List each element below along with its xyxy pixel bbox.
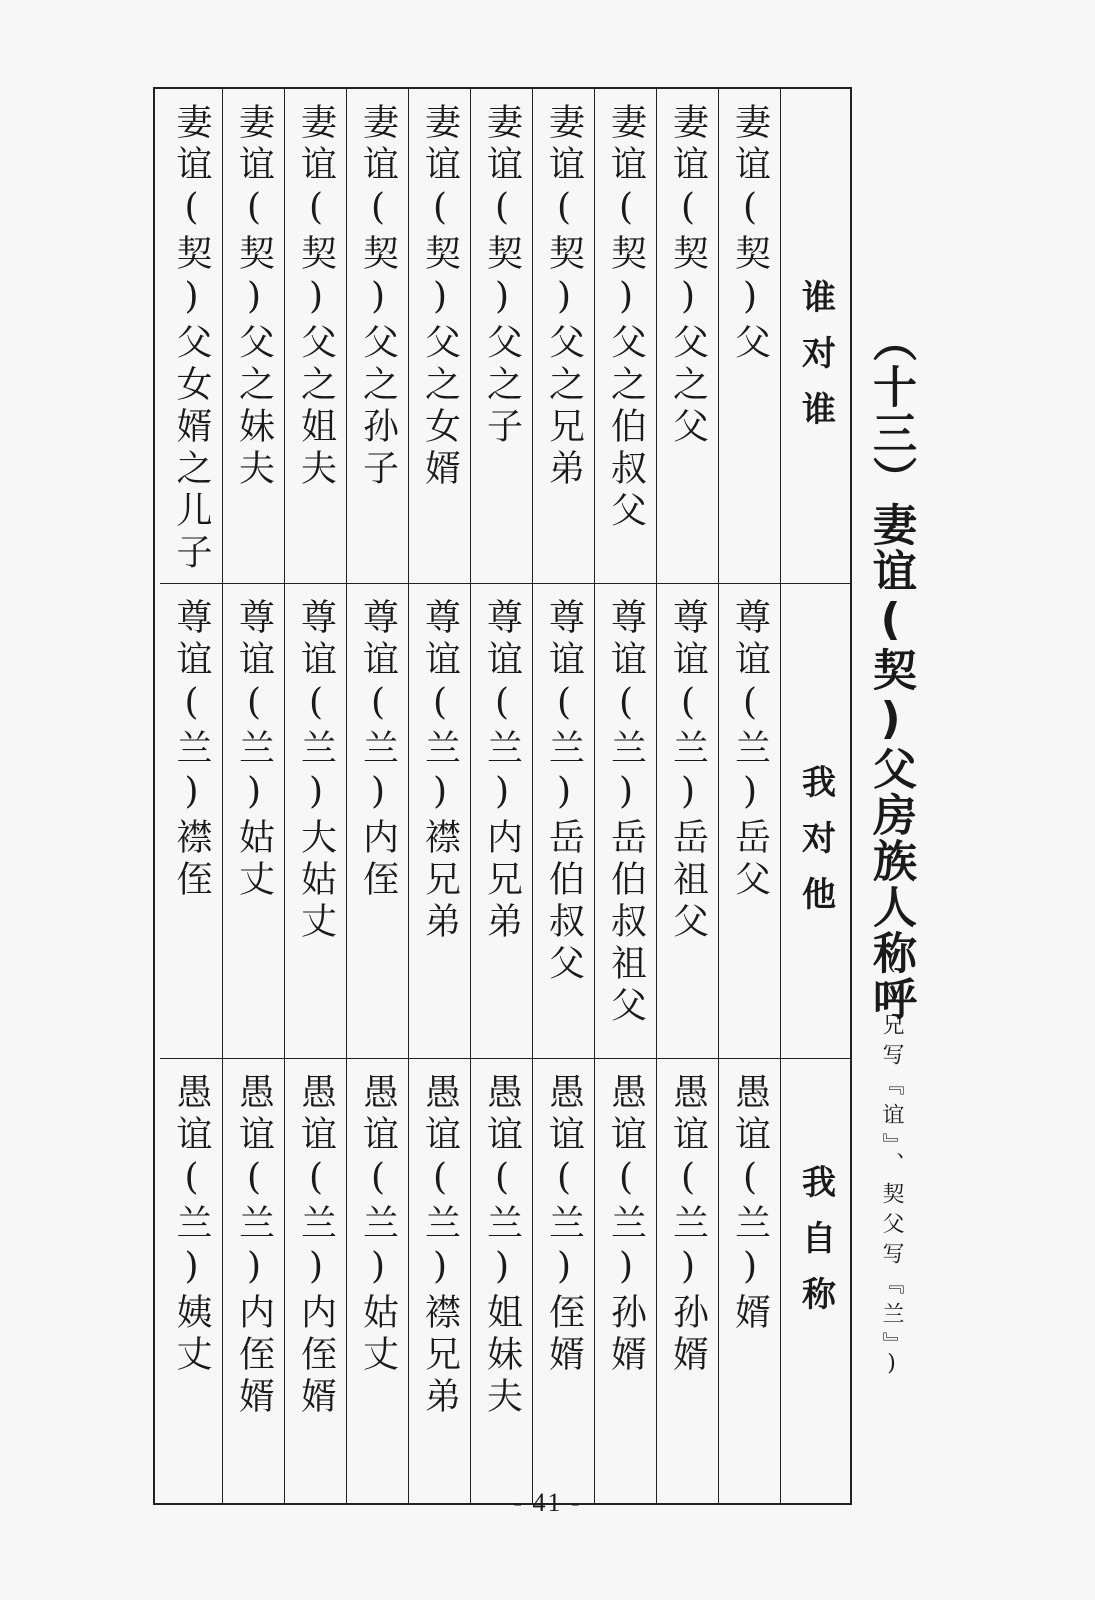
self-text: 愚谊(兰)姑丈 (357, 1073, 399, 1377)
me-to-him-cell (347, 584, 408, 1059)
who-text: 妻谊(契)父之妹夫 (233, 103, 275, 491)
table-row (408, 89, 470, 1503)
self-text: 愚谊(兰)孙婿 (605, 1073, 647, 1377)
table-row (532, 89, 594, 1503)
me-to-him-text: 尊谊(兰)岳父 (729, 598, 771, 902)
me-to-him-text: 尊谊(兰)襟兄弟 (419, 598, 461, 944)
who-text: 妻谊(契)父 (729, 103, 771, 365)
who-cell (719, 89, 780, 584)
self-text: 愚谊(兰)内侄婿 (295, 1073, 337, 1419)
who-cell (657, 89, 718, 584)
self-cell (719, 1059, 780, 1503)
header-cell-self (781, 1059, 850, 1503)
self-text: 愚谊(兰)侄婿 (543, 1073, 585, 1377)
table-row (160, 89, 222, 1503)
who-text: 妻谊(契)父之女婿 (419, 103, 461, 491)
page-number: - 41 - (513, 1488, 582, 1517)
me-to-him-cell (471, 584, 532, 1059)
me-to-him-cell (160, 584, 222, 1059)
table-row (346, 89, 408, 1503)
me-to-him-cell (533, 584, 594, 1059)
self-text: 愚谊(兰)孙婿 (667, 1073, 709, 1377)
me-to-him-text: 尊谊(兰)内兄弟 (481, 598, 523, 944)
self-cell (595, 1059, 656, 1503)
self-text: 愚谊(兰)姨丈 (171, 1073, 212, 1377)
who-text: 妻谊(契)父女婿之儿子 (171, 103, 212, 575)
me-to-him-text: 尊谊(兰)姑丈 (233, 598, 275, 902)
who-text: 妻谊(契)父之子 (481, 103, 523, 449)
table-row (222, 89, 284, 1503)
who-cell (160, 89, 222, 584)
table-header-column (780, 89, 850, 1503)
me-to-him-cell (285, 584, 346, 1059)
who-text: 妻谊(契)父之伯叔父 (605, 103, 647, 533)
self-cell (533, 1059, 594, 1503)
me-to-him-text: 尊谊(兰)襟侄 (171, 598, 212, 902)
who-cell (595, 89, 656, 584)
self-cell (471, 1059, 532, 1503)
me-to-him-cell (595, 584, 656, 1059)
me-to-him-text: 尊谊(兰)岳伯叔父 (543, 598, 585, 986)
table-row (284, 89, 346, 1503)
self-text: 愚谊(兰)姐妹夫 (481, 1073, 523, 1419)
page-title: （十三）妻谊(契)父房族人称呼 (865, 318, 916, 1022)
table-row (594, 89, 656, 1503)
table-row (718, 89, 780, 1503)
me-to-him-cell (409, 584, 470, 1059)
self-text: 愚谊(兰)襟兄弟 (419, 1073, 461, 1419)
who-text: 妻谊(契)父之姐夫 (295, 103, 337, 491)
kinship-table (153, 87, 852, 1505)
me-to-him-cell (657, 584, 718, 1059)
header-cell-who (781, 89, 850, 584)
header-self-label: 我自称 (795, 1164, 836, 1332)
header-who-label: 谁对谁 (795, 279, 836, 447)
who-cell (223, 89, 284, 584)
me-to-him-cell (719, 584, 780, 1059)
who-text: 妻谊(契)父之父 (667, 103, 709, 449)
who-text: 妻谊(契)父之兄弟 (543, 103, 585, 491)
self-cell (285, 1059, 346, 1503)
who-cell (347, 89, 408, 584)
who-cell (285, 89, 346, 584)
self-text: 愚谊(兰)婿 (729, 1073, 771, 1335)
me-to-him-text: 尊谊(兰)大姑丈 (295, 598, 337, 944)
who-cell (471, 89, 532, 584)
self-cell (160, 1059, 222, 1503)
self-cell (347, 1059, 408, 1503)
header-me-to-him-label: 我对他 (795, 764, 836, 932)
me-to-him-text: 尊谊(兰)岳祖父 (667, 598, 709, 944)
table-row (470, 89, 532, 1503)
self-text: 愚谊(兰)内侄婿 (233, 1073, 275, 1419)
page-subtitle: (义兄写『谊』、契父写『兰』) (879, 950, 904, 1384)
table-row (656, 89, 718, 1503)
header-cell-me-to-him (781, 584, 850, 1059)
self-cell (657, 1059, 718, 1503)
me-to-him-text: 尊谊(兰)内侄 (357, 598, 399, 902)
me-to-him-cell (223, 584, 284, 1059)
self-cell (409, 1059, 470, 1503)
who-text: 妻谊(契)父之孙子 (357, 103, 399, 491)
who-cell (409, 89, 470, 584)
self-cell (223, 1059, 284, 1503)
me-to-him-text: 尊谊(兰)岳伯叔祖父 (605, 598, 647, 1028)
who-cell (533, 89, 594, 584)
